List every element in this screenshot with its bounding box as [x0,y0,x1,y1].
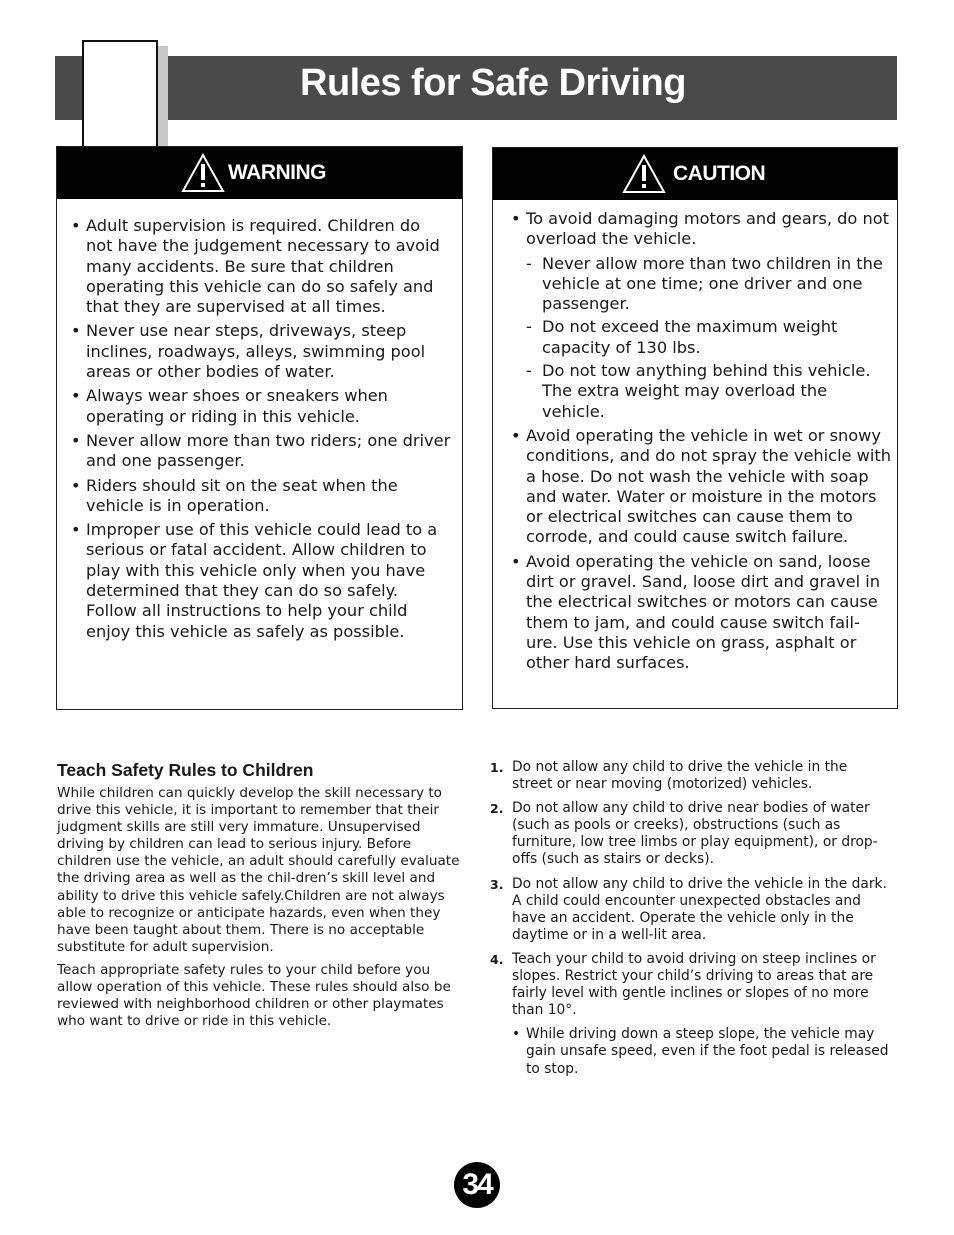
rule-item [490,951,890,1019]
caution-label: CAUTION [673,162,766,185]
paragraph: Teach appropriate safety rules to your child before you allow operation of this vehicle. These rules should also be reviewed with neighborhood children or other playmates who want to drive or ride in this vehicle. [57,961,451,1030]
caution-subitem-text: Do not exceed the maximum weight capacity of 130 lbs. [542,317,838,357]
caution-item-text: Avoid operating the vehicle on sand, loose dirt or gravel. Sand, loose dirt and gravel in the electrical switches or motors can cause them to jam, and could cause switch fail-ure. Use this vehicle on grass, asphalt or other hard surfaces. [526,551,880,673]
list-item [511,552,891,674]
rule-sub-item [490,1026,890,1077]
caution-header [493,148,897,200]
tab-box [82,40,158,148]
rule-text: Do not allow any child to drive the vehicle in the street or near moving (motorized) vehicles. [512,759,848,793]
warning-item-text: Adult supervision is required. Children do not have the judgement necessary to avoid many accidents. Be sure that children operating this vehicle can do so safely and that they are supervised at all times. [86,216,440,317]
list-item [71,431,451,472]
bullet: • [512,1026,521,1043]
rule-text: Do not allow any child to drive the vehicle in the dark. A child could encounter unexpected obstacles and have an accident. Operate the vehicle only in the daytime or in a well-lit area. [512,875,887,943]
sub-list-item [526,317,891,358]
warning-item-text: Always wear shoes or sneakers when operating or riding in this vehicle. [86,386,388,426]
list-item [71,216,451,317]
warning-item-text: Never use near steps, driveways, steep inclines, roadways, alleys, swimming pool areas or other bodies of water. [86,321,426,382]
rule-sub-text: While driving down a steep slope, the vehicle may gain unsafe speed, even if the foot pedal is released to stop. [526,1026,889,1077]
warning-item-text: Riders should sit on the seat when the vehicle is in operation. [86,475,398,515]
warning-item-text: Improper use of this vehicle could lead to a serious or fatal accident. Allow children to play with this vehicle only when you have determined that they can do so safely. Follow all instructions to help your child enjoy this vehicle as safely as possible. [86,520,438,641]
caution-subitem-text: Never allow more than two children in the vehicle at one time; one driver and one passenger. [542,253,883,314]
rule-number: 3. [490,876,504,892]
sub-list-item [526,361,891,422]
warning-panel [56,146,463,710]
bullet: • [71,430,81,450]
bullet: • [511,209,521,228]
rule-number: 4. [490,951,504,967]
list-item [71,520,451,642]
numbered-rules [490,759,890,1078]
page-number: 34 [454,1162,500,1208]
caution-triangle-icon [622,154,666,194]
rule-number: 1. [490,760,504,775]
section-heading: Teach Safety Rules to Children [57,760,314,780]
list-item [511,426,891,548]
warning-item-text: Never allow more than two riders; one driver and one passenger. [86,430,451,471]
sub-list-item [526,254,891,315]
teach-body [57,785,467,1036]
rule-item [490,759,890,793]
dash: - [526,361,532,381]
caution-item-text: Avoid operating the vehicle in wet or snowy conditions, and do not spray the vehicle with a hose. Do not wash the vehicle with soap and water. Water or moisture in the motors or electrical switches can cause them to corrode, and could cause switch failure. [526,425,892,547]
warning-list [71,216,451,646]
rule-item [490,876,890,944]
caution-item-text: To avoid damaging motors and gears, do not overload the vehicle. [526,209,889,249]
list-item [71,386,451,427]
bullet: • [511,551,521,571]
bullet: • [71,520,81,540]
rule-text: Do not allow any child to drive near bodies of water (such as pools or creeks), obstructions (such as furniture, low tree limbs or play equipment), or drop-offs (such as stairs or decks). [512,800,878,868]
rule-item [490,800,890,868]
paragraph: While children can quickly develop the skill necessary to drive this vehicle, it is important to remember that their judgment skills are still very immature. Unsupervised driving by children can lead to serious injury. Before children use the vehicle, an adult should carefully evaluate the driving area as well as the chil-dren’s skill level and ability to drive this vehicle safely.Children are not always able to recognize or anticipate hazards, even when they have been taught about them. There is no acceptable substitute for adult supervision. [57,785,460,955]
list-item [71,476,451,517]
caution-panel [492,147,898,709]
caution-subitem-text: Do not tow anything behind this vehicle. The extra weight may overload the vehicle. [542,361,871,421]
page-title: Rules for Safe Driving [300,62,686,104]
bullet: • [71,386,81,406]
caution-sublist [526,254,891,422]
rule-number: 2. [490,801,504,817]
bullet: • [71,475,81,495]
warning-label: WARNING [228,161,326,184]
bullet: • [511,425,521,445]
warning-triangle-icon [181,153,225,193]
caution-list [511,209,891,678]
dash: - [526,317,532,337]
list-item [511,209,891,422]
bullet: • [71,216,81,235]
warning-header [57,147,462,199]
rule-text: Teach your child to avoid driving on steep inclines or slopes. Restrict your child’s driving to areas that are fairly level with gentle inclines or slopes of no more than 10°. [512,950,876,1019]
dash: - [526,253,532,273]
list-item [71,321,451,382]
bullet: • [71,321,81,341]
